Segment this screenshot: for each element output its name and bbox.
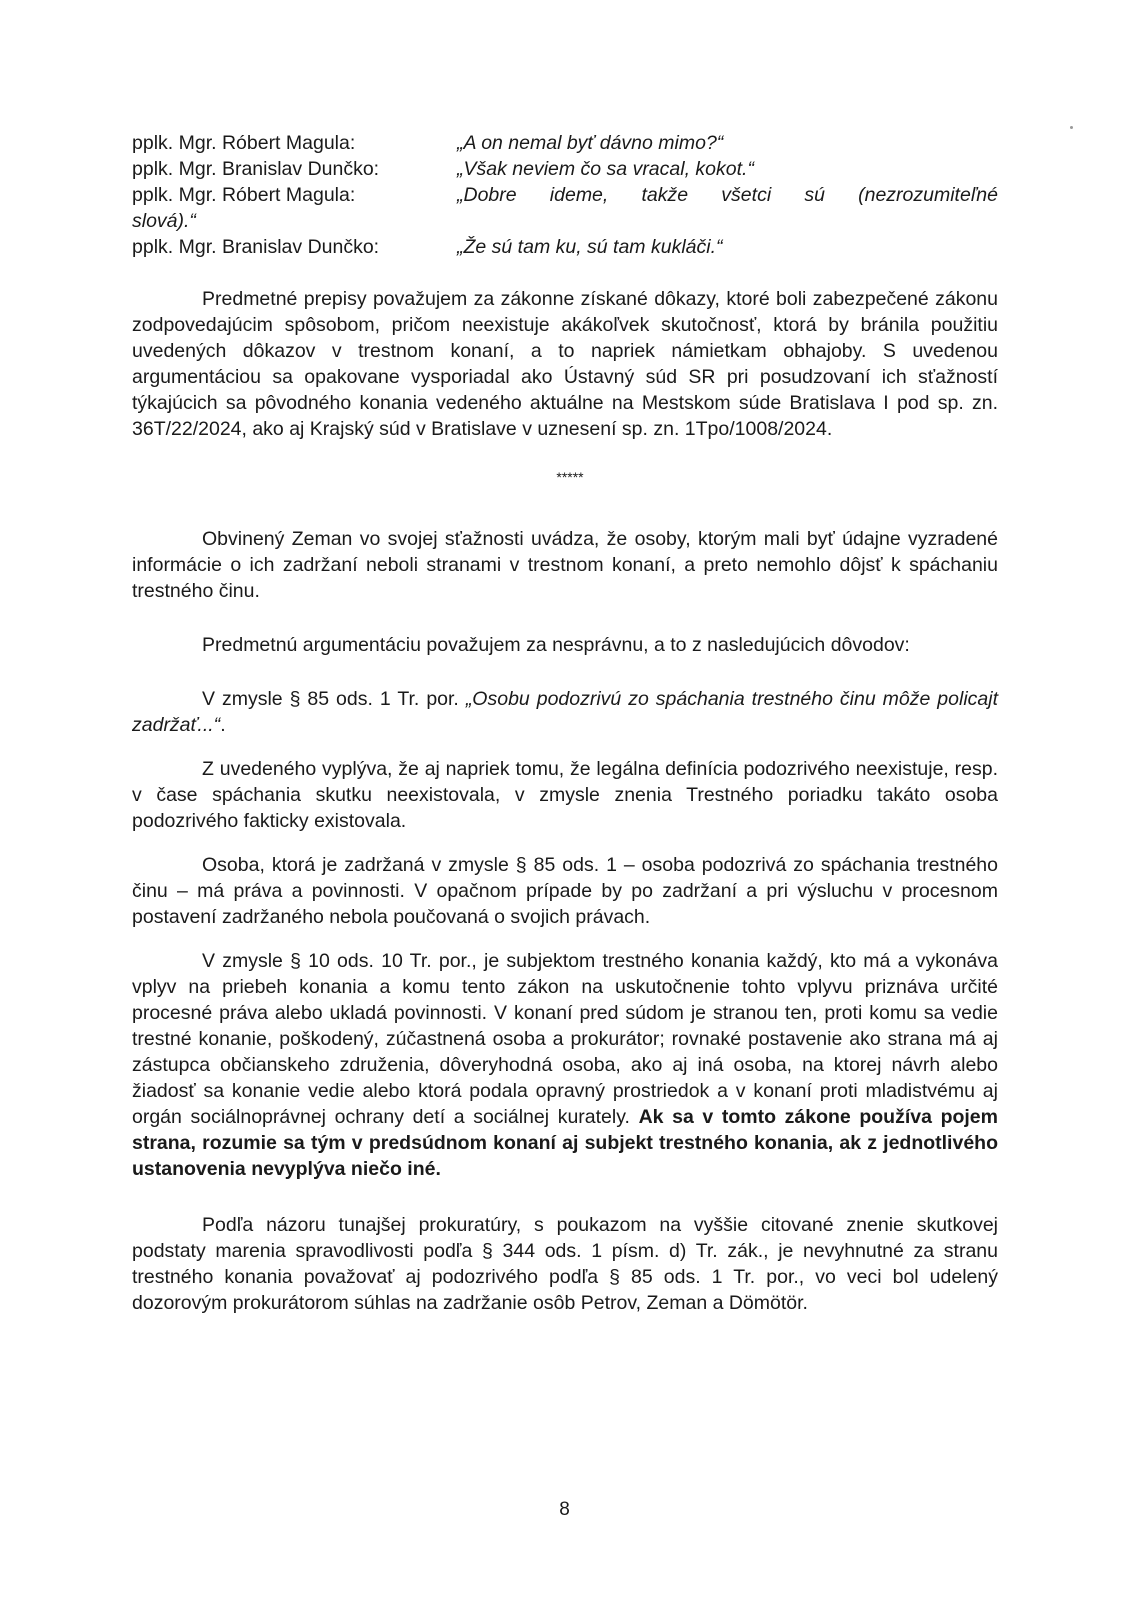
dialog-quote-continuation: slová).“ bbox=[132, 210, 196, 232]
document-page bbox=[132, 126, 998, 1316]
paragraph-admissibility: Predmetné prepisy považujem za zákonne získané dôkazy, ktoré boli zabezpečené zákonu zodpovedajúcim spôsobom, pričom neexistuje akákoľvek skutočnosť, ktorá by bránila použitiu uvedených dôkazov v trestnom konaní, a to napriek námietkam obhajoby. S uvedenou argumentáciou sa opakovane vysporiadal ako Ústavný súd SR pri posudzovaní ich sťažností týkajúcich sa pôvodného konania vedeného aktuálne na Mestskom súde Bratislava I pod sp. zn. 36T/22/2024, ako aj Krajský súd v Bratislave v uznesení sp. zn. 1Tpo/1008/2024. bbox=[132, 288, 998, 440]
dialog-speaker: pplk. Mgr. Róbert Magula: bbox=[132, 184, 356, 206]
dialog-speaker: pplk. Mgr. Róbert Magula: bbox=[132, 132, 356, 154]
dialog-speaker: pplk. Mgr. Branislav Dunčko: bbox=[132, 236, 380, 258]
section-10-text: V zmysle § 10 ods. 10 Tr. por., je subjektom trestného konania každý, kto má a vykonáva vplyv na priebeh konania a komu tento zákon na uskutočnenie tohto vplyvu priznáva určité procesné práva alebo ukladá povinnosti. V konaní pred súdom je stranou ten, proti komu sa vedie trestné konanie, poškodený, zúčastnená osoba a prokurátor; rovnaké postavenie ako strana má aj zástupca občianskeho združenia, dôveryhodná osoba, ako aj iná osoba, na ktorej návrh alebo žiadosť sa konanie vedie alebo ktorá podala opravný prostriedok a v konaní proti mladistvému aj orgán sociálnoprávnej ochrany detí a sociálnej kurately. bbox=[132, 950, 998, 1128]
dialog-quote: „Dobre ideme, takže všetci sú (nezrozumiteľné bbox=[457, 184, 998, 206]
paragraph-suspect-definition: Z uvedeného vyplýva, že aj napriek tomu, že legálna definícia podozrivého neexistuje, resp. v čase spáchania skutku neexistovala, v zmysle znenia Trestného poriadku takáto osoba podozrivého fakticky existovala. bbox=[132, 758, 998, 832]
dialog-speaker: pplk. Mgr. Branislav Dunčko: bbox=[132, 158, 380, 180]
section-85-quote: „Osobu podozrivú zo spáchania trestného činu môže policajt zadržať...“ bbox=[132, 688, 998, 736]
paragraph-complaint: Obvinený Zeman vo svojej sťažnosti uvádza, že osoby, ktorým mali byť údajne vyzradené informácie o ich zadržaní neboli stranami v trestnom konaní, a preto nemohlo dôjsť k spáchaniu trestného činu. bbox=[132, 528, 998, 602]
section-85-lead: V zmysle § 85 ods. 1 Tr. por. bbox=[202, 688, 466, 710]
paragraph-detained-rights: Osoba, ktorá je zadržaná v zmysle § 85 ods. 1 – osoba podozrivá zo spáchania trestného činu – má práva a povinnosti. V opačnom prípade by po zadržaní a pri výsluchu v procesnom postavení zadržaného nebola poučovaná o svojich právach. bbox=[132, 854, 998, 928]
section-10-bold-text: Ak sa v tomto zákone používa pojem strana, rozumie sa tým v predsúdnom konaní aj subjekt trestného konania, ak z jednotlivého ustanovenia nevyplýva niečo iné. bbox=[132, 1106, 998, 1180]
page-number: 8 bbox=[559, 1499, 570, 1520]
paragraph-prosecution-opinion: Podľa názoru tunajšej prokuratúry, s poukazom na vyššie citované znenie skutkovej podstaty marenia spravodlivosti podľa § 344 ods. 1 písm. d) Tr. zák., je nevyhnutné za stranu trestného konania považovať aj podozrivého podľa § 85 ods. 1 Tr. por., vo veci bol udelený dozorovým prokurátorom súhlas na zadržanie osôb Petrov, Zeman a Dömötör. bbox=[132, 1214, 998, 1314]
paragraph-section-10 bbox=[132, 948, 998, 1182]
dialog-line bbox=[132, 130, 998, 156]
dialog-quote: „Že sú tam ku, sú tam kukláči.“ bbox=[457, 236, 723, 258]
dialog-line bbox=[132, 182, 998, 208]
paragraph-section-85 bbox=[132, 686, 998, 738]
dialog-line bbox=[132, 156, 998, 182]
scan-artifact-dot bbox=[1070, 126, 1073, 129]
section-85-end: . bbox=[220, 714, 226, 736]
section-separator: ***** bbox=[556, 469, 584, 485]
paragraph-argument-intro: Predmetnú argumentáciu považujem za nesprávnu, a to z nasledujúcich dôvodov: bbox=[202, 634, 910, 656]
dialog-quote: „A on nemal byť dávno mimo?“ bbox=[457, 132, 724, 154]
dialog-quote: „Však neviem čo sa vracal, kokot.“ bbox=[457, 158, 754, 180]
dialog-line bbox=[132, 234, 998, 260]
